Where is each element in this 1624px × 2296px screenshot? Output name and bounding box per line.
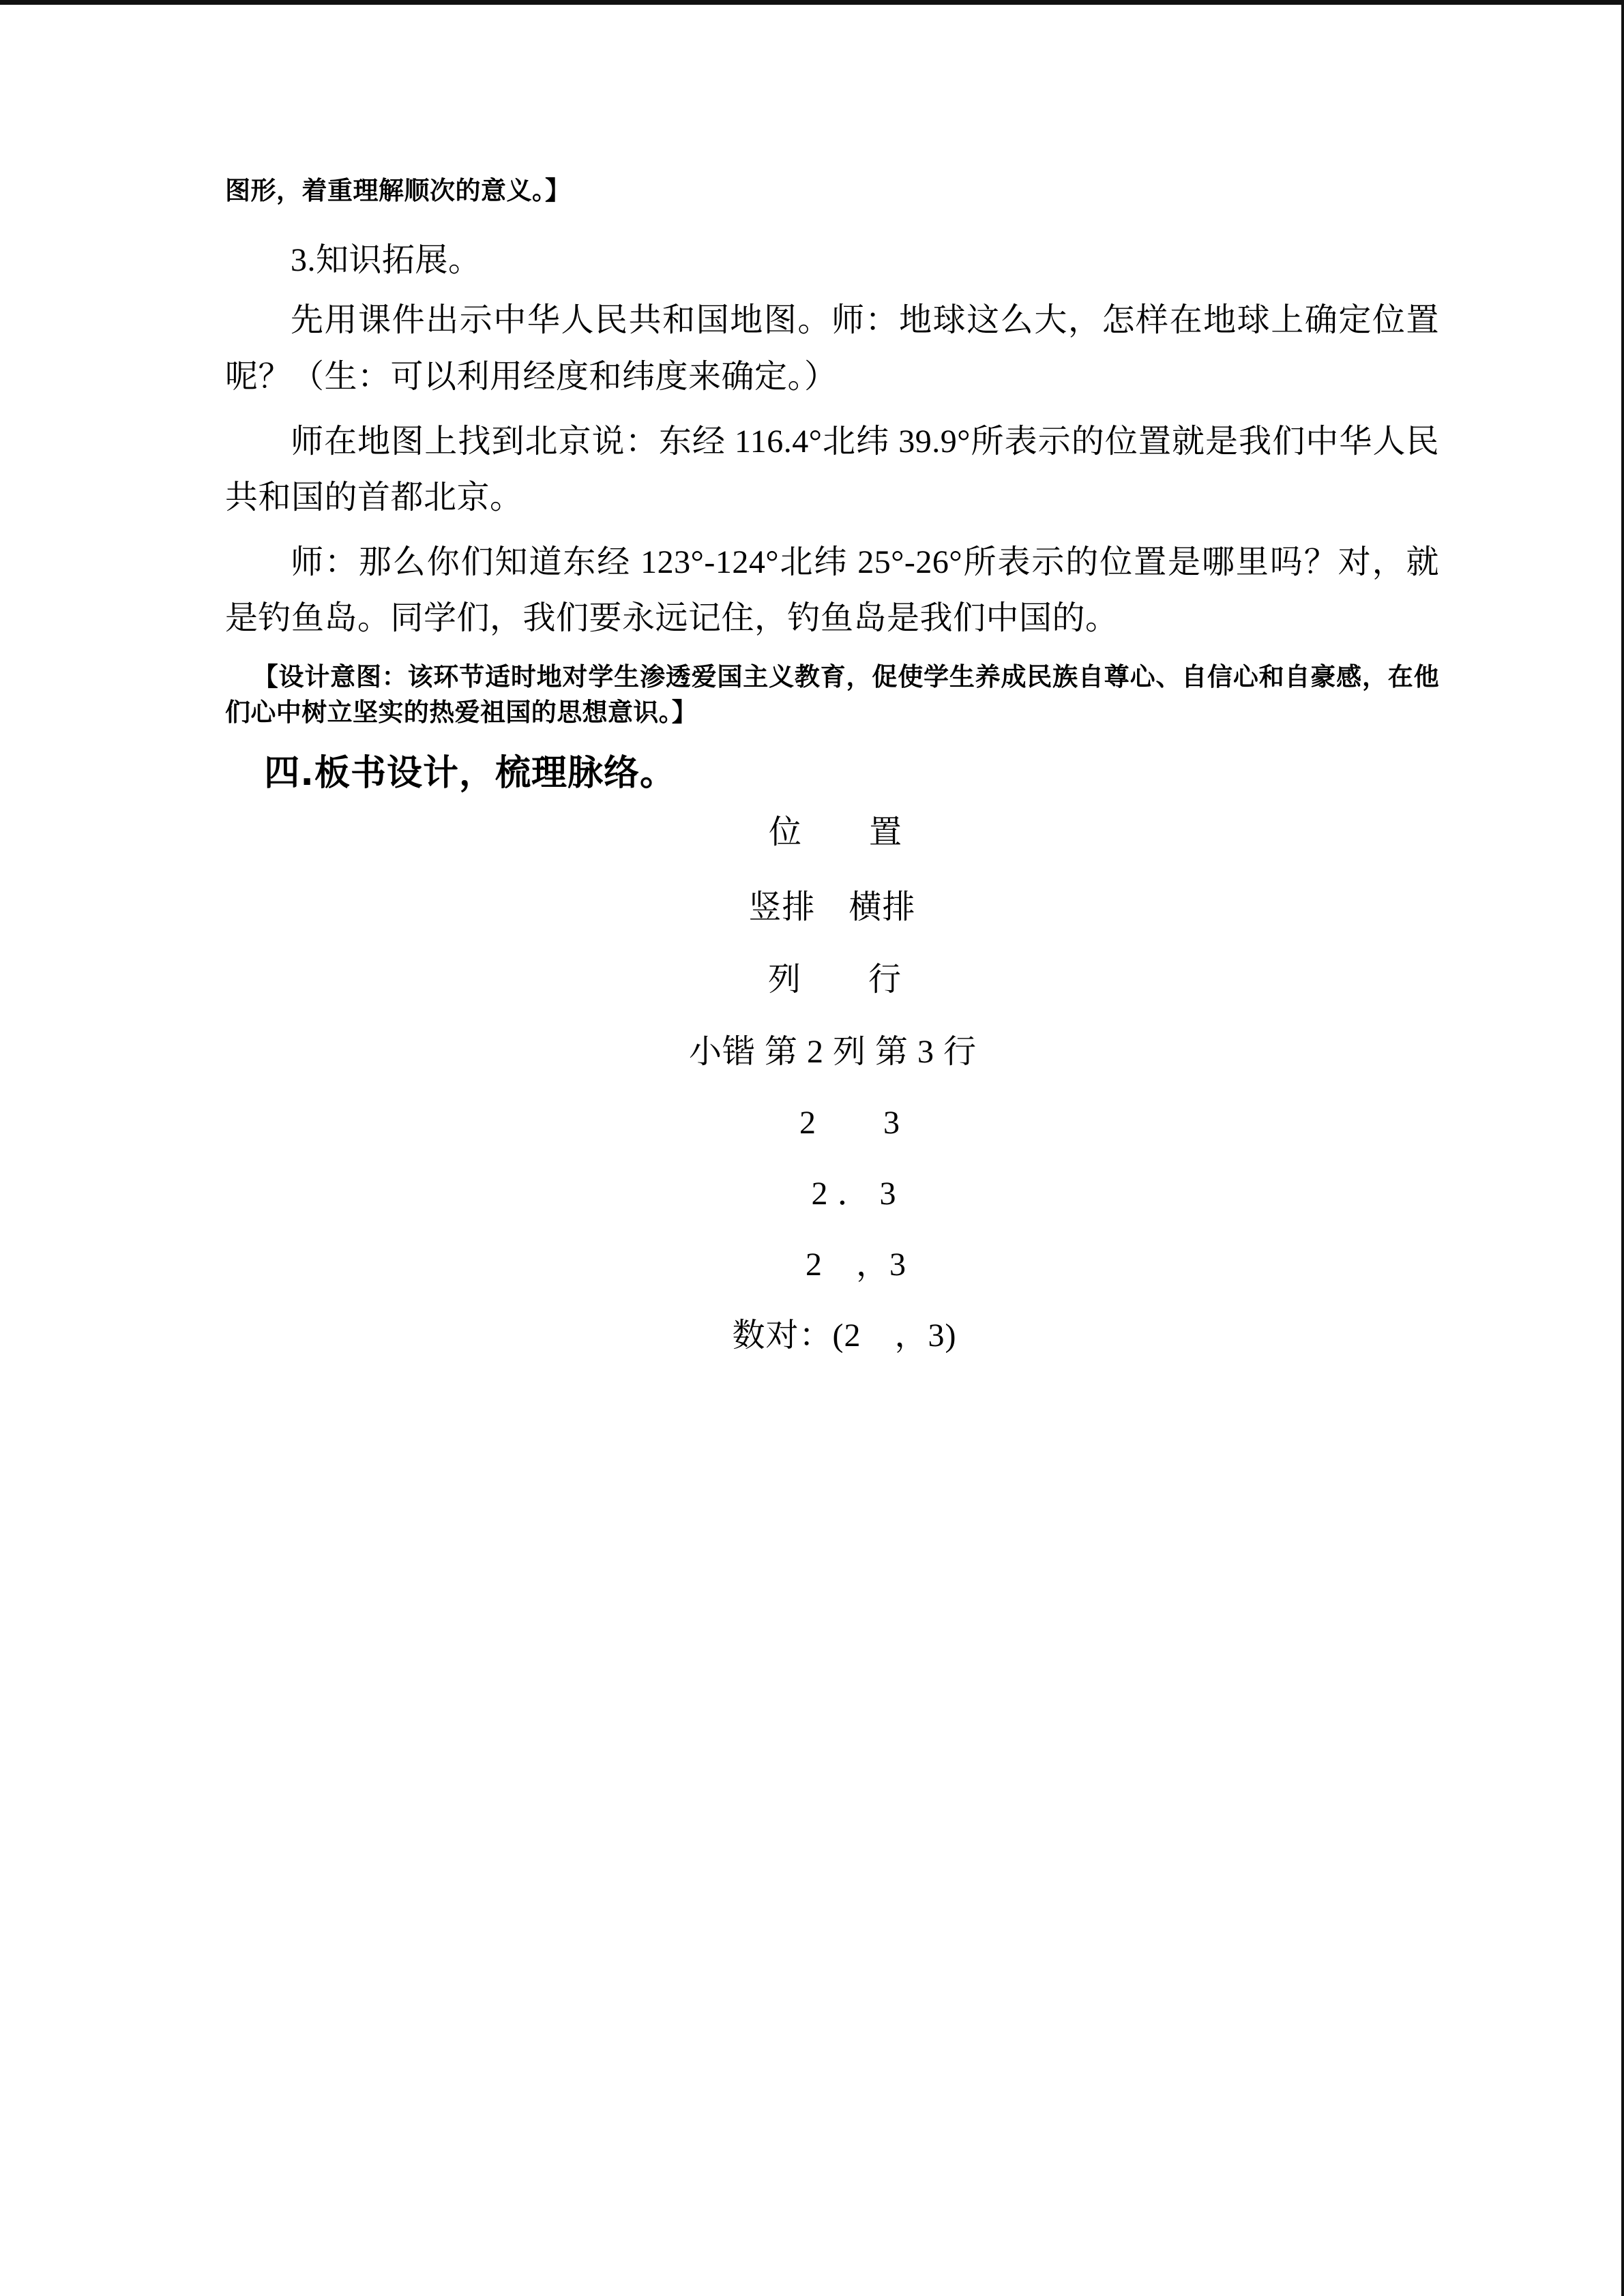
board-line-student-position: 小锴 第 2 列 第 3 行: [688, 1033, 977, 1070]
board-title-position: 位 置: [768, 814, 902, 850]
board-line-numbers-comma: 2 ，3: [805, 1246, 906, 1283]
paragraph-beijing-coordinates: 师在地图上找到北京说：东经 116.4°北纬 39.9°所表示的位置就是我们中华人民共和国的首都北京。: [225, 423, 1439, 516]
design-intent-note: 【设计意图：该环节适时地对学生渗透爱国主义教育，促使学生养成民族自尊心、自信心和自豪感，在他们心中树立坚实的热爱祖国的思想意识。】: [225, 661, 1439, 728]
board-plan: [225, 816, 1439, 1352]
section-heading-board-design: 四.板书设计，梳理脉络。: [264, 752, 676, 794]
paragraph-knowledge-extension-heading: 3.知识拓展。: [291, 241, 482, 278]
page-right-rule: [1621, 0, 1624, 2296]
board-line-column-row-labels: 竖排 横排: [748, 889, 916, 925]
board-line-numbers-plain: 2 3: [799, 1104, 900, 1141]
board-line-number-pair: 数对：(2 ，3): [732, 1317, 957, 1354]
page-content: [225, 174, 1439, 1352]
board-line-lie-hang: 列 行: [767, 961, 902, 998]
page-top-rule: [0, 0, 1624, 5]
carryover-note-tail: 图形，着重理解顺次的意义。】: [225, 176, 571, 205]
paragraph-map-intro: 先用课件出示中华人民共和国地图。师：地球这么大，怎样在地球上确定位置呢？（生：可以利用经度和纬度来确定。）: [225, 302, 1439, 396]
board-line-numbers-dot: 2 ． 3: [811, 1175, 897, 1212]
paragraph-diaoyu-islands: 师：那么你们知道东经 123°-124°北纬 25°-26°所表示的位置是哪里吗？对，就是钓鱼岛。同学们，我们要永远记住，钓鱼岛是我们中国的。: [225, 543, 1439, 637]
